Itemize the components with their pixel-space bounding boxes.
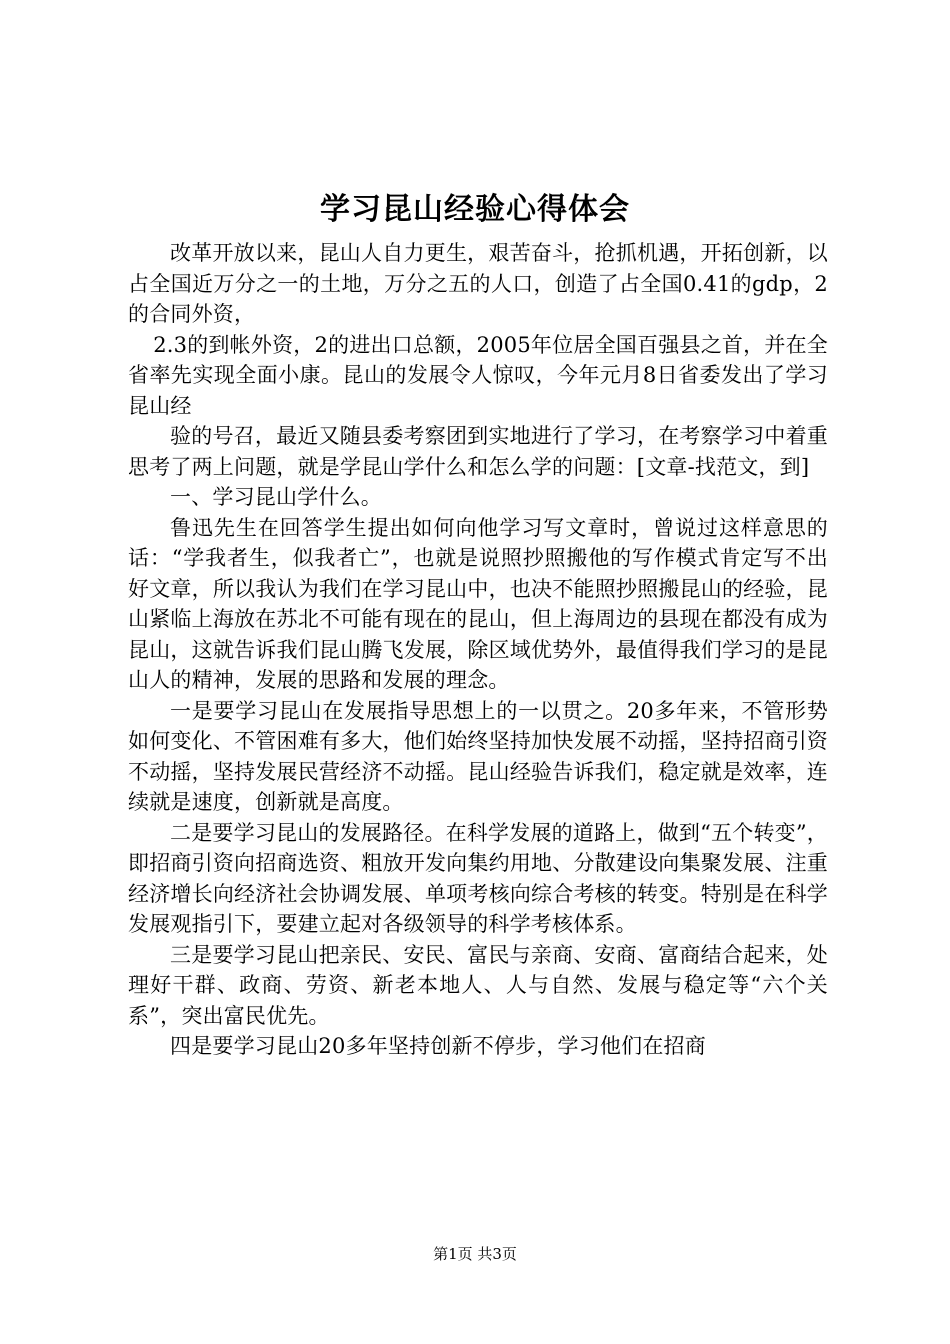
paragraph-8: 四是要学习昆山20多年坚持创新不停步，学习他们在招商 bbox=[170, 1034, 706, 1058]
paragraph-4: 鲁迅先生在回答学生提出如何向他学习写文章时，曾说过这样意思的话：“学我者生，似我者亡”，也就是说照抄照搬他的写作模式肯定写不出好文章，所以我认为我们在学习昆山中，也决不能照抄照搬昆山的经验，昆山紧临上海放在苏北不可能有现在的昆山，但上海周边的县现在都没有成为昆山，这就告诉我们昆山腾飞发展，除区域优势外，最值得我们学习的是昆山人的精神，发展的思路和发展的理念。 bbox=[128, 515, 828, 692]
document-title: 学习昆山经验心得体会 bbox=[320, 192, 630, 227]
paragraph-3: 验的号召，最近又随县委考察团到实地进行了学习，在考察学习中着重思考了两上问题，就是学昆山学什么和怎么学的问题：[文章-找范文，到] bbox=[128, 424, 828, 479]
paragraph-7: 三是要学习昆山把亲民、安民、富民与亲商、安商、富商结合起来，处理好干群、政商、劳资、新老本地人、人与自然、发展与稳定等“六个关系”，突出富民优先。 bbox=[128, 942, 828, 1028]
paragraph-5: 一是要学习昆山在发展指导思想上的一以贯之。20多年来，不管形势如何变化、不管困难有多大，他们始终坚持加快发展不动摇，坚持招商引资不动摇，坚持发展民营经济不动摇。昆山经验告诉我们，稳定就是效率，连续就是速度，创新就是高度。 bbox=[128, 698, 828, 814]
paragraph-1: 改革开放以来，昆山人自力更生，艰苦奋斗，抢抓机遇，开拓创新，以占全国近万分之一的土地，万分之五的人口，创造了占全国0.41的gdp，2的合同外资， bbox=[128, 241, 828, 326]
paragraph-6: 二是要学习昆山的发展路径。在科学发展的道路上，做到“五个转变”，即招商引资向招商选资、粗放开发向集约用地、分散建设向集聚发展、注重经济增长向经济社会协调发展、单项考核向综合考核的转变。特别是在科学发展观指引下，要建立起对各级领导的科学考核体系。 bbox=[128, 820, 828, 936]
page-footer: 第1页 共3页 bbox=[433, 1245, 517, 1263]
paragraph-2: 2.3的到帐外资，2的进出口总额，2005年位居全国百强县之首，并在全省率先实现全面小康。昆山的发展令人惊叹，今年元月8日省委发出了学习昆山经 bbox=[128, 332, 828, 418]
section-heading: 一、学习昆山学什么。 bbox=[170, 485, 382, 509]
document-body bbox=[128, 238, 828, 1062]
